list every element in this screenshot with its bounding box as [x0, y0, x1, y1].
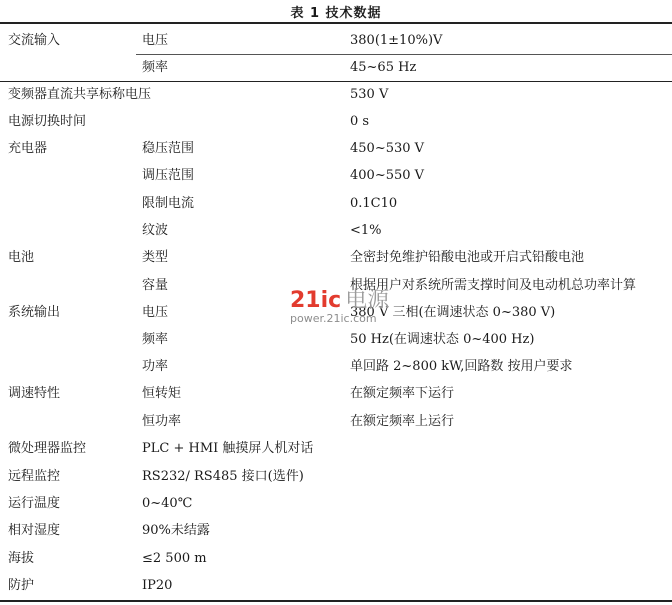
table-cell-c1: 交流输入: [8, 33, 61, 48]
table-cell-c2: 恒功率: [142, 414, 182, 429]
table-cell-c3: 在额定频率上运行: [350, 414, 455, 429]
table-cell-c3: 380(1±10%)V: [350, 33, 443, 48]
table-cell-c2: ≤2 500 m: [142, 551, 207, 566]
table-cell-c2: 稳压范围: [142, 141, 195, 156]
table-top-rule: [0, 22, 672, 24]
table-cell-c3: 0 s: [350, 114, 370, 129]
table-cell-c2: IP20: [142, 578, 173, 593]
table-cell-c2: 限制电流: [142, 196, 195, 211]
table-cell-c1: 电池: [8, 250, 35, 265]
table-cell-c3: 根据用户对系统所需支撑时间及电动机总功率计算: [350, 278, 637, 293]
table-cell-c3: 50 Hz(在调速状态 0~400 Hz): [350, 332, 535, 347]
table-cell-c1: 系统输出: [8, 305, 61, 320]
table-cell-c3: 0.1C10: [350, 196, 398, 211]
table-cell-c3: 450~530 V: [350, 141, 425, 156]
table-cell-c2: 90%未结露: [142, 523, 210, 538]
table-cell-c2: PLC + HMI 触摸屏人机对话: [142, 441, 314, 456]
table-cell-c2: 功率: [142, 359, 169, 374]
table-cell-c3: 45~65 Hz: [350, 60, 417, 75]
table-bottom-rule: [0, 600, 672, 602]
table-cell-c3: 380 V 三相(在调速状态 0~380 V): [350, 305, 556, 320]
table-cell-c3: 单回路 2~800 kW,回路数 按用户要求: [350, 359, 573, 374]
table-cell-c2: 容量: [142, 278, 169, 293]
ac-input-row-divider: [136, 54, 672, 55]
table-cell-c2: 纹波: [142, 223, 169, 238]
table-cell-c1: 防护: [8, 578, 35, 593]
table-cell-c1: 调速特性: [8, 386, 61, 401]
table-cell-c1: 海拔: [8, 551, 35, 566]
table-cell-c2: 调压范围: [142, 168, 195, 183]
table-cell-c1: 充电器: [8, 141, 48, 156]
table-cell-c1: 远程监控: [8, 469, 61, 484]
table-cell-c2: 频率: [142, 332, 169, 347]
table-cell-c2: 类型: [142, 250, 169, 265]
table-cell-c2: 电压: [142, 305, 169, 320]
table-caption: 表 1 技术数据: [290, 6, 382, 21]
table-cell-c3: 全密封免维护铅酸电池或开启式铅酸电池: [350, 250, 585, 265]
table-cell-c3: 400~550 V: [350, 168, 425, 183]
table-cell-c3: <1%: [350, 223, 382, 238]
table-cell-c1: 变频器直流共享标称电压: [8, 87, 152, 102]
ac-input-bottom-rule: [0, 81, 672, 82]
table-cell-c2: 电压: [142, 33, 169, 48]
table-cell-c2: 恒转矩: [142, 386, 182, 401]
table-cell-c2: 0~40℃: [142, 496, 193, 511]
table-cell-c1: 微处理器监控: [8, 441, 87, 456]
watermark-url: power.21ic.com: [290, 312, 377, 325]
table-cell-c2: RS232/ RS485 接口(选件): [142, 469, 304, 484]
table-cell-c3: 在额定频率下运行: [350, 386, 455, 401]
table-cell-c2: 频率: [142, 60, 169, 75]
table-cell-c1: 运行温度: [8, 496, 61, 511]
table-cell-c1: 电源切换时间: [8, 114, 87, 129]
watermark-logo: 21ic 电源: [290, 288, 390, 313]
table-cell-c3: 530 V: [350, 87, 389, 102]
table-cell-c1: 相对湿度: [8, 523, 61, 538]
